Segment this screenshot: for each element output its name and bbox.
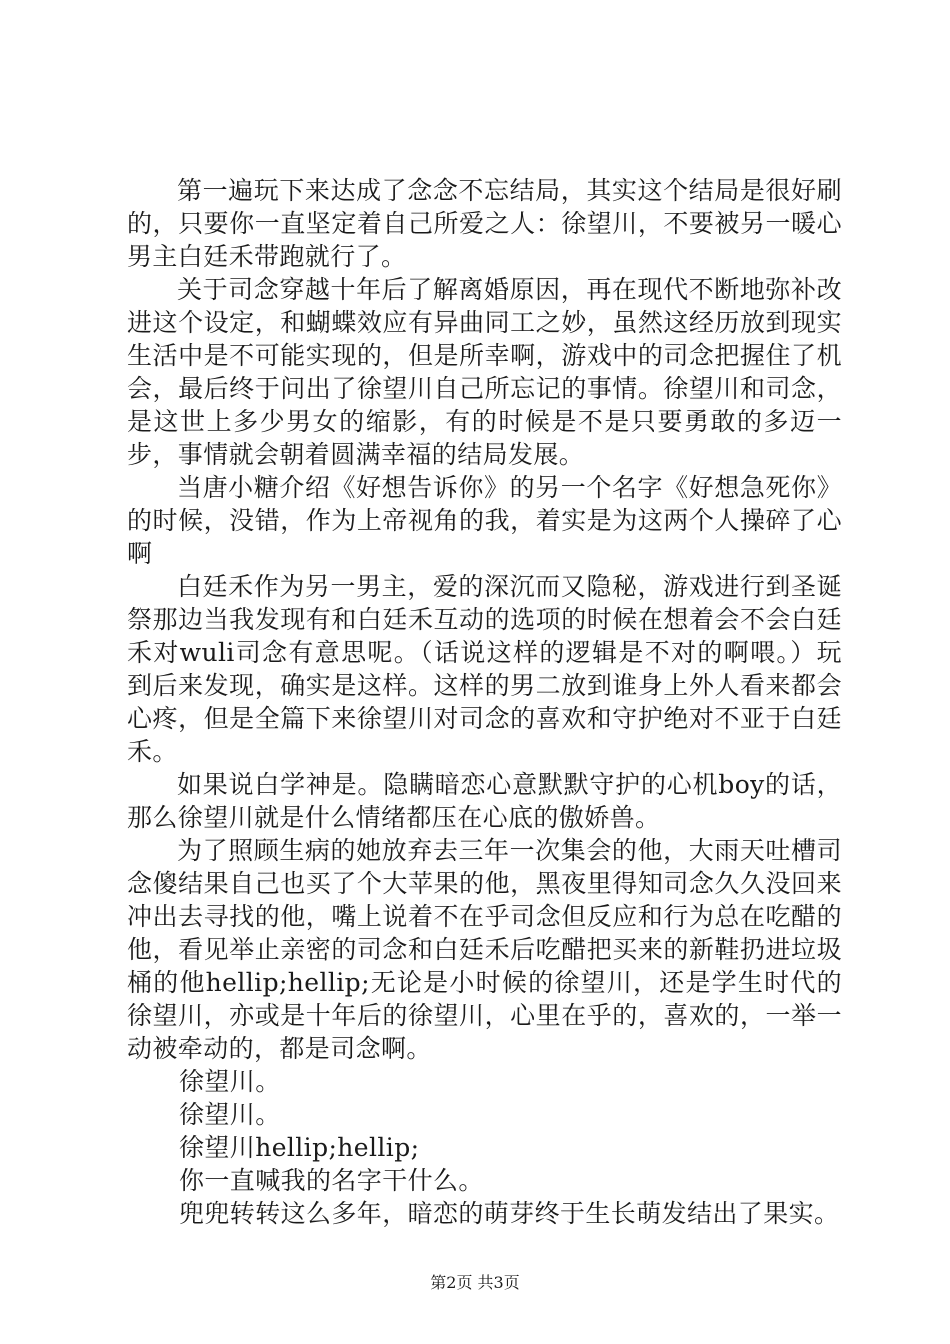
paragraph: 为了照顾生病的她放弃去三年一次集会的他，大雨天吐槽司念傻结果自己也买了个大苹果的他，黑夜里得知司念久久没回来冲出去寻找的他，嘴上说着不在乎司念但反应和行为总在吃醋的他，看见举止亲密的司念和白廷禾后吃醋把买来的新鞋扔进垃圾桶的他hellip;hellip;无论是小时候的徐望川，还是学生时代的徐望川，亦或是十年后的徐望川，心里在乎的，喜欢的，一举一动被牵动的，都是司念啊。 — [127, 836, 842, 1063]
paragraph: 关于司念穿越十年后了解离婚原因，再在现代不断地弥补改进这个设定，和蝴蝶效应有异曲同工之妙，虽然这经历放到现实生活中是不可能实现的，但是所幸啊，游戏中的司念把握住了机会，最后终于问出了徐望川自己所忘记的事情。徐望川和司念，是这世上多少男女的缩影，有的时候是不是只要勇敢的多迈一步，事情就会朝着圆满幸福的结局发展。 — [127, 275, 842, 469]
dialogue-line: 你一直喊我的名字干什么。 — [179, 1166, 484, 1195]
dialogue-line: 徐望川。 — [179, 1100, 281, 1129]
dialogue-line: 徐望川hellip;hellip; — [179, 1133, 420, 1162]
dialogue-line: 徐望川。 — [179, 1067, 281, 1096]
closing-paragraph: 兜兜转转这么多年，暗恋的萌芽终于生长萌发结出了果实。 — [179, 1199, 840, 1228]
paragraph: 当唐小糖介绍《好想告诉你》的另一个名字《好想急死你》的时候，没错，作为上帝视角的我，着实是为这两个人操碎了心啊 — [127, 473, 842, 568]
paragraph: 白廷禾作为另一男主，爱的深沉而又隐秘，游戏进行到圣诞祭那边当我发现有和白廷禾互动的选项的时候在想着会不会白廷禾对wuli司念有意思呢。（话说这样的逻辑是不对的啊喂。）玩到后来发现，确实是这样。这样的男二放到谁身上外人看来都会心疼，但是全篇下来徐望川对司念的喜欢和守护绝对不亚于白廷禾。 — [127, 572, 842, 766]
page-footer: 第2页 共3页 — [430, 1273, 520, 1292]
paragraph: 如果说白学神是。隐瞒暗恋心意默默守护的心机boy的话，那么徐望川就是什么情绪都压在心底的傲娇兽。 — [127, 770, 842, 832]
paragraph: 第一遍玩下来达成了念念不忘结局，其实这个结局是很好刷的，只要你一直坚定着自己所爱之人：徐望川，不要被另一暖心男主白廷禾带跑就行了。 — [127, 176, 842, 271]
document-body — [127, 174, 842, 1230]
